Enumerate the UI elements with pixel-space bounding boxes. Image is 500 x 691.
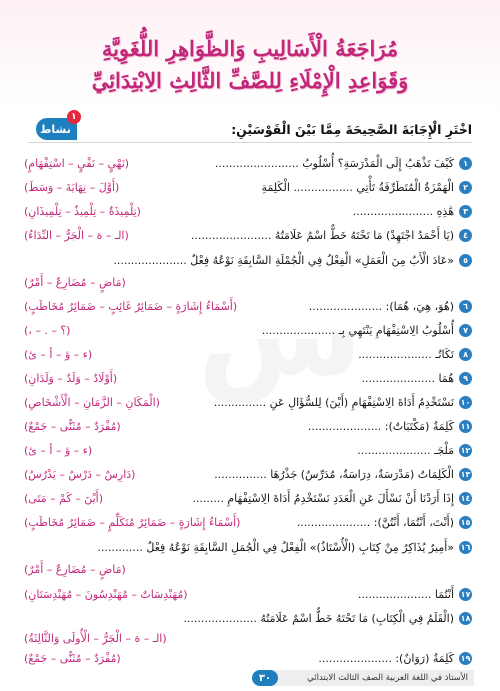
question-number: ١٣ bbox=[460, 469, 471, 479]
answer-options: (أَوْلَادٌ – وَلَدٌ – وَلَدَانِ) bbox=[24, 371, 118, 385]
activity-badge-label: نشاط bbox=[40, 122, 71, 136]
answer-options: (تِلْمِيذَةٌ – تِلْمِيذٌ – تِلْمِيذَانِ) bbox=[24, 204, 141, 218]
question-text: (يَا أَحْمَدُ اجْتَهِدْ) مَا تَحْتَهُ خَطٌّ اسْمُ عَلَامَتُهُ ....................... bbox=[190, 228, 454, 242]
activity-header bbox=[28, 112, 472, 143]
answer-options: (ء – ؤ – أ – ئ) bbox=[24, 347, 93, 361]
answer-options: (مَاضٍ – مُضَارِعٌ – أَمْرٌ) bbox=[24, 562, 126, 576]
answer-options: (مُفْرَدٌ – مُثَنًّى – جَمْعٌ) bbox=[24, 651, 121, 665]
question-number: ١٧ bbox=[460, 589, 471, 599]
answer-options: (مُفْرَدٌ – مُثَنًّى – جَمْعٌ) bbox=[24, 419, 121, 433]
question-text: (أَنْتَ، أَنْتُمَا، أَنْتُنَّ): ..................... bbox=[296, 515, 454, 529]
answer-options: (أَوَّلَ – نِهَايَةَ – وَسَطَ) bbox=[24, 180, 120, 194]
question-text: تَكَاتُـ ..................... bbox=[358, 347, 454, 361]
answer-options: (أَسْمَاءُ إِشَارَةٍ – ضَمَائِرُ غَائِبٍ – ضَمَائِرُ مُخَاطَبٍ) bbox=[24, 299, 238, 313]
question-number: ٤ bbox=[459, 229, 472, 242]
question-number: ٩ bbox=[459, 372, 472, 385]
question-number: ٣ bbox=[459, 205, 472, 218]
question-text: مَلْجَـ ..................... bbox=[357, 443, 454, 457]
question-number: ١٤ bbox=[460, 493, 471, 503]
question-text: نَسْتَخْدِمُ أَدَاةَ الِاسْتِفْهَامِ (أَيْنَ) لِلسُّؤَالِ عَنِ ............... bbox=[213, 395, 454, 409]
question-number: ١٢ bbox=[460, 445, 471, 455]
question-number: ١١ bbox=[460, 421, 471, 431]
activity-badge-number: ١ bbox=[67, 110, 81, 124]
page-number: ٣٠ bbox=[252, 670, 278, 686]
question-number: ٧ bbox=[459, 324, 472, 337]
question-text: هُمَا ..................... bbox=[361, 371, 454, 385]
question-text: (هُوَ، هِيَ، هُمَا): ..................... bbox=[308, 299, 454, 313]
question-row bbox=[26, 250, 472, 270]
question-text: إِذَا أَرَدْنَا أَنْ نَسْأَلَ عَنِ الْعَدَدِ نَسْتَخْدِمُ أَدَاةَ الِاسْتِفْهَامِ ......... bbox=[192, 491, 454, 505]
answer-options: (الـ – ة – الْجَرُّ – الْأُولَى وَالثَّالِثَةُ) bbox=[24, 631, 167, 645]
question-row bbox=[26, 344, 472, 364]
answer-options: (أَسْمَاءُ إِشَارَةٍ – ضَمَائِرُ مُتَكَلِّمٍ – ضَمَائِرُ مُخَاطَبٍ) bbox=[24, 515, 241, 529]
footer-text: الأستاذ في اللغة العربية الصف الثالث الابتدائي bbox=[307, 673, 468, 683]
question-text: «أَمِيرٌ يُذَاكِرُ مِنْ كِتَابِ (الْأُسْتَاذُ)» الْفِعْلُ فِي الْجُمَلِ السَّابِقَةِ نَوْعُهُ فِعْلٌ ............. bbox=[97, 540, 454, 554]
answer-options: (الـ – ة – الْجَرُّ – النِّدَاءُ) bbox=[24, 228, 129, 242]
answer-options: (أَيْنَ – كَمْ – مَتَى) bbox=[24, 491, 103, 505]
question-number: ١ bbox=[459, 157, 472, 170]
question-text: أُسْلُوبُ الِاسْتِفْهَامِ يَنْتَهِي بِـ ..................... bbox=[261, 323, 454, 337]
question-number: ٥ bbox=[459, 254, 472, 267]
question-number: ٦ bbox=[459, 300, 472, 313]
answer-options: (ء – ؤ – أ – ئ) bbox=[24, 443, 93, 457]
answer-options: (مَاضٍ – مُضَارِعٌ – أَمْرٌ) bbox=[24, 275, 126, 289]
answer-options: (مُهَنْدِسَاتٌ – مُهَنْدِسُونَ – مُهَنْدِسَتَانِ) bbox=[24, 587, 188, 601]
question-row bbox=[26, 537, 472, 557]
question-text: كَلِمَةُ (مَكْتَبَاتٌ): ..................... bbox=[307, 419, 454, 433]
question-row bbox=[26, 440, 472, 460]
question-number: ١٦ bbox=[460, 542, 471, 552]
question-number: ١٠ bbox=[460, 397, 471, 407]
answer-options: (نَهْيٍ – نَفْيٍ – اسْتِفْهَامٍ) bbox=[24, 156, 130, 170]
answer-options: (؟ – . – ،) bbox=[24, 323, 71, 337]
activity-instruction: اخْتَرِ الْإِجَابَةَ الصَّحِيحَةَ مِمَّا بَيْنَ الْقَوْسَيْنِ: bbox=[231, 121, 472, 137]
answer-options: (الْمَكَانِ – الزَّمَانِ – الْأَشْخَاصِ) bbox=[24, 395, 160, 409]
question-text: (الْقَلَمُ فِي الْكِتَابِ) مَا تَحْتَهُ خَطٌّ اسْمٌ عَلَامَتُهُ ..................... bbox=[183, 611, 454, 625]
activity-badge bbox=[36, 112, 77, 140]
page-title-line1: مُرَاجَعَةُ الْأَسَالِيبِ وَالظَّوَاهِرِ اللُّغَوِيَّةِ bbox=[101, 36, 399, 61]
question-row bbox=[26, 608, 472, 628]
answer-options: (دَارِسٌ – دَرْسٌ – يَدْرُسُ) bbox=[24, 467, 136, 481]
question-number: ٨ bbox=[459, 348, 472, 361]
question-text: الْهَمْزَةُ الْمُتَطَرِّفَةُ تَأْتِي ................. الْكَلِمَةِ bbox=[261, 180, 454, 194]
question-text: الْكَلِمَاتُ (مَدْرَسَةٌ، دِرَاسَةٌ، مُدَرِّسٌ) جَذْرُهَا ............... bbox=[214, 467, 454, 481]
question-number: ١٨ bbox=[460, 613, 471, 623]
question-number: ١٥ bbox=[460, 517, 471, 527]
question-number: ٢ bbox=[459, 181, 472, 194]
question-text: أَنْتُمَا ..................... bbox=[357, 587, 454, 601]
question-text: كَلِمَةُ (رَوَانٌ): ..................... bbox=[318, 651, 454, 665]
question-row bbox=[26, 320, 472, 340]
question-number: ١٩ bbox=[460, 653, 471, 663]
page-title-line2: وَقَوَاعِدِ الْإِمْلَاءِ لِلصَّفِّ الثَّالِثِ الِابْتِدَائِيِّ bbox=[91, 68, 409, 93]
question-text: «عَادَ الْأَبُ مِنَ الْعَمَلِ» الْفِعْلُ فِي الْجُمْلَةِ السَّابِقَةِ نَوْعُهُ فِعْلٌ ..................... bbox=[113, 253, 454, 267]
question-text: كَيْفَ تَذْهَبُ إِلَى الْمَدْرَسَةِ؟ أُسْلُوبُ ........................ bbox=[214, 156, 454, 170]
question-text: هَٰذِهِ ....................... bbox=[352, 204, 454, 218]
page-footer bbox=[252, 670, 474, 686]
